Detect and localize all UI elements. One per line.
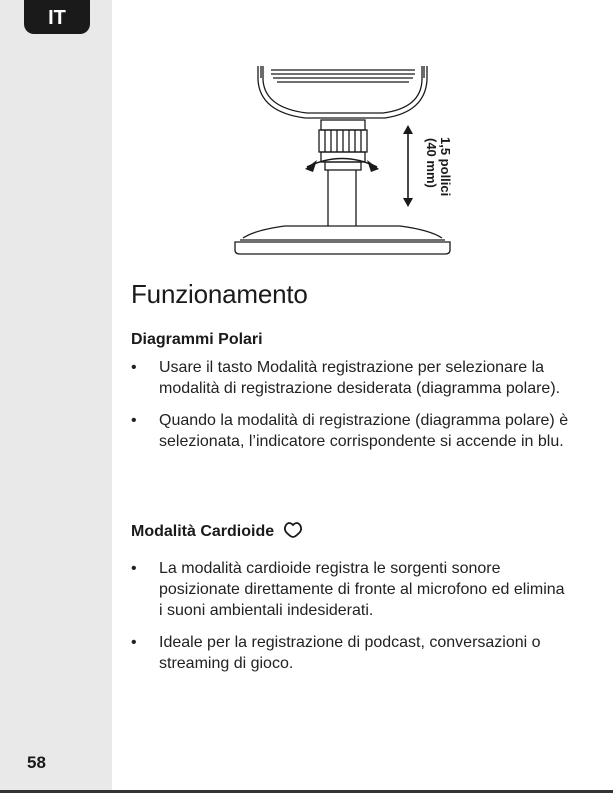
cardioid-mode-list (131, 558, 571, 685)
page-title: Funzionamento (131, 279, 308, 309)
list-item: • La modalità cardioide registra le sorgenti sonore posizionate direttamente di fronte al microfono ed elimina i suoni ambientali indesiderati. (131, 560, 565, 619)
list-item: • Ideale per la registrazione di podcast, conversazioni o streaming di gioco. (131, 634, 541, 672)
page-sidebar (0, 0, 112, 793)
section-heading-polar-patterns: Diagrammi Polari (131, 331, 263, 348)
list-item: • Quando la modalità di registrazione (diagramma polare) è selezionata, l’indicatore corrispondente si accende in blu. (131, 412, 569, 450)
height-label-line2: (40 mm) (424, 138, 439, 188)
section-heading-label: Modalità Cardioide (131, 523, 275, 540)
page-number: 58 (27, 753, 46, 772)
microphone-stand-illustration (225, 62, 460, 262)
section-heading-cardioid-mode (131, 522, 303, 541)
language-tab: IT (24, 0, 90, 34)
list-item: • Usare il tasto Modalità registrazione per selezionare la modalità di registrazione desiderata (diagramma polare). (131, 359, 561, 397)
height-label-line1: 1,5 pollici (438, 137, 453, 197)
cardioid-icon (283, 522, 303, 538)
polar-patterns-list (131, 357, 571, 463)
